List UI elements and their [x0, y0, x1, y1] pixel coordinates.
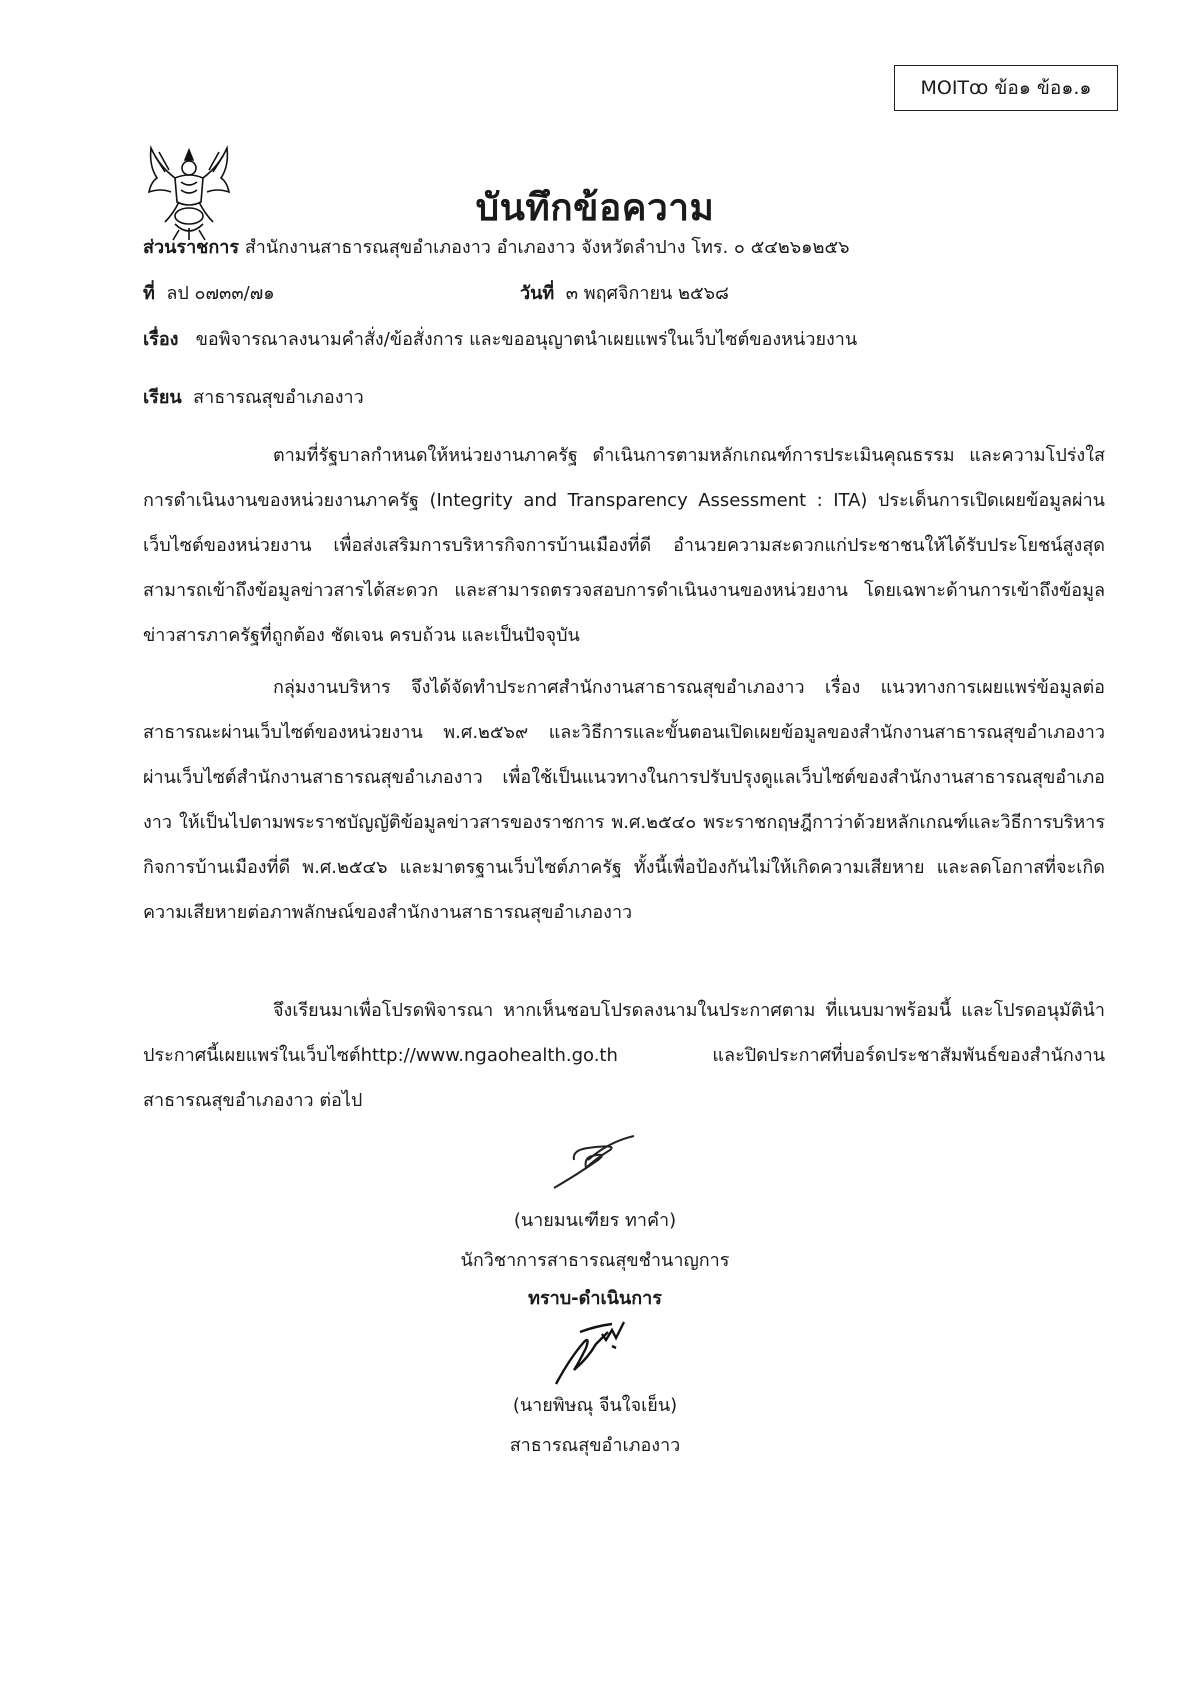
approval-note: ทราบ-ดำเนินการ	[528, 1288, 662, 1309]
body-paragraph-3: จึงเรียนมาเพื่อโปรดพิจารณา หากเห็นชอบโปรดลงนามในประกาศตาม ที่แนบมาพร้อมนี้ และโปรดอนุมัตินำประกาศนี้เผยแพร่ในเว็บไซต์http://www.ngaohealth.go.th และปิดประกาศที่บอร์ดประชาสัมพันธ์ของสำนักงานสาธารณสุขอำเภองาว ต่อไป	[143, 1000, 1105, 1111]
subject-line	[143, 324, 857, 353]
signatory-1-position: นักวิชาการสาธารณสุขชำนาญการ	[460, 1250, 730, 1271]
agency-value: สำนักงานสาธารณสุขอำเภองาว อำเภองาว จังหวัดลำปาง โทร. ๐ ๕๔๒๖๑๒๕๖	[244, 237, 850, 258]
date-line	[520, 278, 729, 307]
date-label: วันที่	[520, 283, 555, 304]
to-label: เรียน	[143, 387, 182, 408]
agency-label: ส่วนราชการ	[143, 237, 240, 258]
document-reference-box	[894, 65, 1118, 111]
date-value: ๓ พฤศจิกายน ๒๕๖๘	[565, 283, 729, 304]
recipient-line	[143, 382, 364, 411]
subject-value: ขอพิจารณาลงนามคำสั่ง/ข้อสั่งการ และขออนุญาตนำเผยแพร่ในเว็บไซต์ของหน่วยงาน	[195, 329, 858, 350]
body-paragraph-1: ตามที่รัฐบาลกำหนดให้หน่วยงานภาครัฐ ดำเนินการตามหลักเกณฑ์การประเมินคุณธรรม และความโปร่งใสการดำเนินงานของหน่วยงานภาครัฐ (Integrity and Transparency Assessment : ITA) ประเด็นการเปิดเผยข้อมูลผ่านเว็บไซต์ของหน่วยงาน เพื่อส่งเสริมการบริหารกิจการบ้านเมืองที่ดี อำนวยความสะดวกแก่ประชาชนให้ได้รับประโยชน์สูงสุด สามารถเข้าถึงข้อมูลข่าวสารได้สะดวก และสามารถตรวจสอบการดำเนินงานของหน่วยงาน โดยเฉพาะด้านการเข้าถึงข้อมูลข่าวสารภาครัฐที่ถูกต้อง ชัดเจน ครบถ้วน และเป็นปัจจุบัน	[143, 445, 1105, 646]
page-title: บันทึกข้อความ	[475, 186, 715, 229]
signatory-1-name: (นายมนเฑียร ทาคำ)	[513, 1210, 677, 1231]
signature-2-icon	[550, 1318, 630, 1388]
ref-label: ที่	[143, 283, 155, 304]
agency-line	[143, 232, 850, 261]
subject-label: เรื่อง	[143, 329, 179, 350]
signatory-2-name: (นายพิษณุ จีนใจเย็น)	[512, 1395, 678, 1416]
body-paragraph-2: กลุ่มงานบริหาร จึงได้จัดทำประกาศสำนักงานสาธารณสุขอำเภองาว เรื่อง แนวทางการเผยแพร่ข้อมูลต่อสาธารณะผ่านเว็บไซต์ของหน่วยงาน พ.ศ.๒๕๖๙ และวิธีการและขั้นตอนเปิดเผยข้อมูลของสำนักงานสาธารณสุขอำเภองาวผ่านเว็บไซต์สำนักงานสาธารณสุขอำเภองาว เพื่อใช้เป็นแนวทางในการปรับปรุงดูแลเว็บไซต์ของสำนักงานสาธารณสุขอำเภองาว ให้เป็นไปตามพระราชบัญญัติข้อมูลข่าวสารของราชการ พ.ศ.๒๕๔๐ พระราชกฤษฎีกาว่าด้วยหลักเกณฑ์และวิธีการบริหารกิจการบ้านเมืองที่ดี พ.ศ.๒๕๔๖ และมาตรฐานเว็บไซต์ภาครัฐ ทั้งนี้เพื่อป้องกันไม่ให้เกิดความเสียหาย และลดโอกาสที่จะเกิดความเสียหายต่อภาพลักษณ์ของสำนักงานสาธารณสุขอำเภองาว	[143, 677, 1105, 923]
reference-number-line	[143, 278, 275, 307]
ref-value: ลป ๐๗๓๓/๗๑	[166, 283, 275, 304]
signature-1-icon	[548, 1130, 638, 1200]
to-value: สาธารณสุขอำเภองาว	[193, 387, 364, 408]
reference-text: MOITꝏ ข้อ๑ ข้อ๑.๑	[920, 77, 1092, 99]
signatory-2-position: สาธารณสุขอำเภองาว	[509, 1435, 681, 1456]
